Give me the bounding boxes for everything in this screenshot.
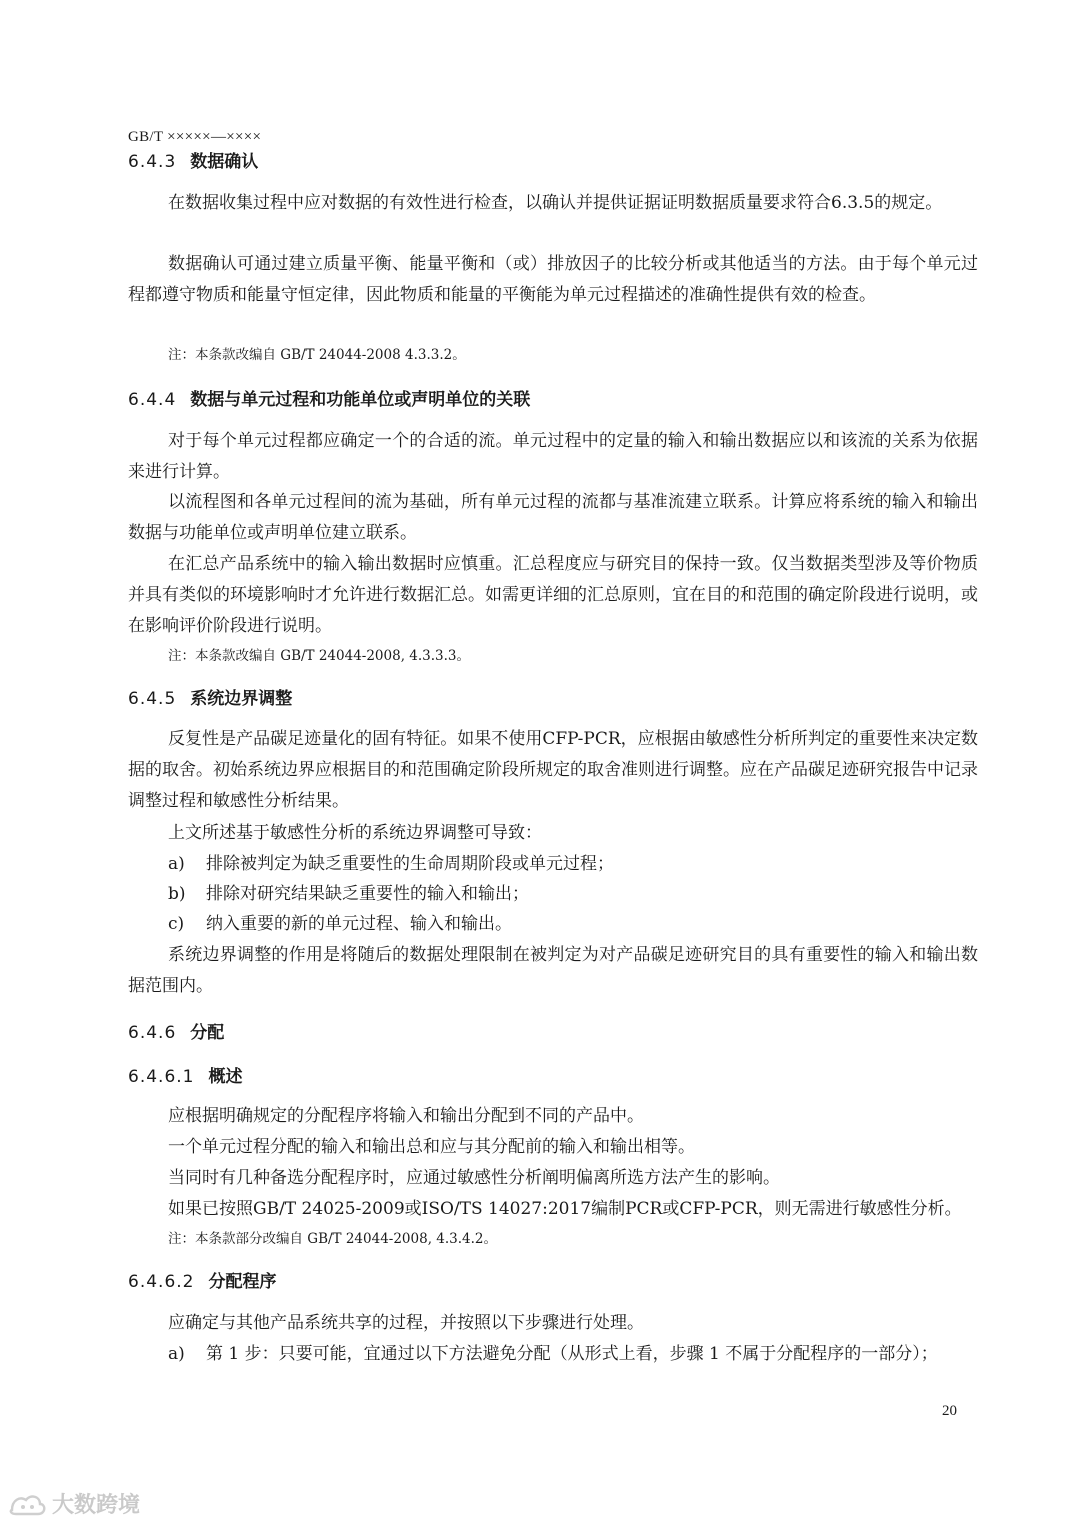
paragraph: 上文所述基于敏感性分析的系统边界调整可导致：: [168, 823, 542, 843]
note: 注：本条款改编自 GB/T 24044-2008, 4.3.3.3。: [168, 648, 471, 664]
note: 注：本条款部分改编自 GB/T 24044-2008, 4.3.4.2。: [168, 1231, 498, 1247]
paragraph: 在数据收集过程中应对数据的有效性进行检查，以确认并提供证据证明数据质量要求符合6.3.5的规定。: [168, 193, 943, 213]
section-title: 概述: [208, 1067, 243, 1087]
section-number: 6.4.3: [128, 152, 177, 172]
page-number: 20: [942, 1403, 957, 1419]
standard-code: GB/T ×××××—××××: [128, 129, 262, 145]
section-title: 系统边界调整: [190, 689, 293, 709]
list-item: [168, 882, 529, 906]
section-title: 分配: [190, 1023, 225, 1043]
watermark: [8, 1488, 140, 1519]
watermark-text: 大数跨境: [52, 1493, 141, 1518]
section-number: 6.4.5: [128, 689, 177, 709]
list-text: 纳入重要的新的单元过程、输入和输出。: [206, 914, 512, 934]
list-text: 排除被判定为缺乏重要性的生命周期阶段或单元过程；: [206, 854, 614, 874]
list-item: [168, 912, 512, 936]
list-label: c): [168, 914, 185, 934]
paragraph: 反复性是产品碳足迹量化的固有特征。如果不使用CFP-PCR，应根据由敏感性分析所判定的重要性来决定数据的取舍。初始系统边界应根据目的和范围确定阶段所规定的取舍准则进行调整。应在产品碳足迹研究报告中记录调整过程和敏感性分析结果。: [128, 729, 978, 811]
section-title: 分配程序: [208, 1272, 277, 1292]
paragraph: 以流程图和各单元过程间的流为基础，所有单元过程的流都与基准流建立联系。计算应将系统的输入和输出数据与功能单位或声明单位建立联系。: [128, 492, 978, 543]
section-number: 6.4.6.1: [128, 1067, 195, 1087]
paragraph: 一个单元过程分配的输入和输出总和应与其分配前的输入和输出相等。: [168, 1137, 695, 1157]
list-label: a): [168, 1344, 185, 1364]
watermark-logo-icon: [8, 1490, 48, 1518]
section-heading-6-4-4: [128, 388, 530, 412]
list-text: 第 1 步：只要可能，宜通过以下方法避免分配（从形式上看，步骤 1 不属于分配程序的一部分）；: [206, 1344, 938, 1364]
section-heading-6-4-6: [128, 1021, 224, 1045]
list-label: a): [168, 854, 185, 874]
paragraph: 系统边界调整的作用是将随后的数据处理限制在被判定为对产品碳足迹研究目的具有重要性的输入和输出数据范围内。: [128, 945, 978, 996]
section-heading-6-4-6-2: [128, 1270, 276, 1294]
paragraph: 在汇总产品系统中的输入输出数据时应慎重。汇总程度应与研究目的保持一致。仅当数据类型涉及等价物质并具有类似的环境影响时才允许进行数据汇总。如需更详细的汇总原则，宜在目的和范围的确定阶段进行说明，或在影响评价阶段进行说明。: [128, 554, 978, 636]
list-item: [168, 852, 614, 876]
section-title: 数据确认: [190, 152, 259, 172]
paragraph: 应根据明确规定的分配程序将输入和输出分配到不同的产品中。: [168, 1106, 644, 1126]
list-item: [168, 1342, 938, 1366]
list-text: 排除对研究结果缺乏重要性的输入和输出；: [206, 884, 529, 904]
section-number: 6.4.6.2: [128, 1272, 195, 1292]
section-heading-6-4-5: [128, 687, 292, 711]
section-number: 6.4.6: [128, 1023, 177, 1043]
paragraph: 应确定与其他产品系统共享的过程，并按照以下步骤进行处理。: [168, 1313, 644, 1333]
section-heading-6-4-6-1: [128, 1065, 242, 1089]
paragraph: 数据确认可通过建立质量平衡、能量平衡和（或）排放因子的比较分析或其他适当的方法。由于每个单元过程都遵守物质和能量守恒定律，因此物质和能量的平衡能为单元过程描述的准确性提供有效的检查。: [128, 254, 978, 305]
paragraph: 如果已按照GB/T 24025-2009或ISO/TS 14027:2017编制PCR或CFP-PCR，则无需进行敏感性分析。: [168, 1199, 962, 1219]
list-label: b): [168, 884, 186, 904]
section-heading-6-4-3: [128, 150, 258, 174]
paragraph: 对于每个单元过程都应确定一个的合适的流。单元过程中的定量的输入和输出数据应以和该流的关系为依据来进行计算。: [128, 431, 978, 482]
note: 注：本条款改编自 GB/T 24044-2008 4.3.3.2。: [168, 347, 466, 363]
paragraph: 当同时有几种备选分配程序时，应通过敏感性分析阐明偏离所选方法产生的影响。: [168, 1168, 780, 1188]
section-title: 数据与单元过程和功能单位或声明单位的关联: [190, 390, 531, 410]
section-number: 6.4.4: [128, 390, 177, 410]
